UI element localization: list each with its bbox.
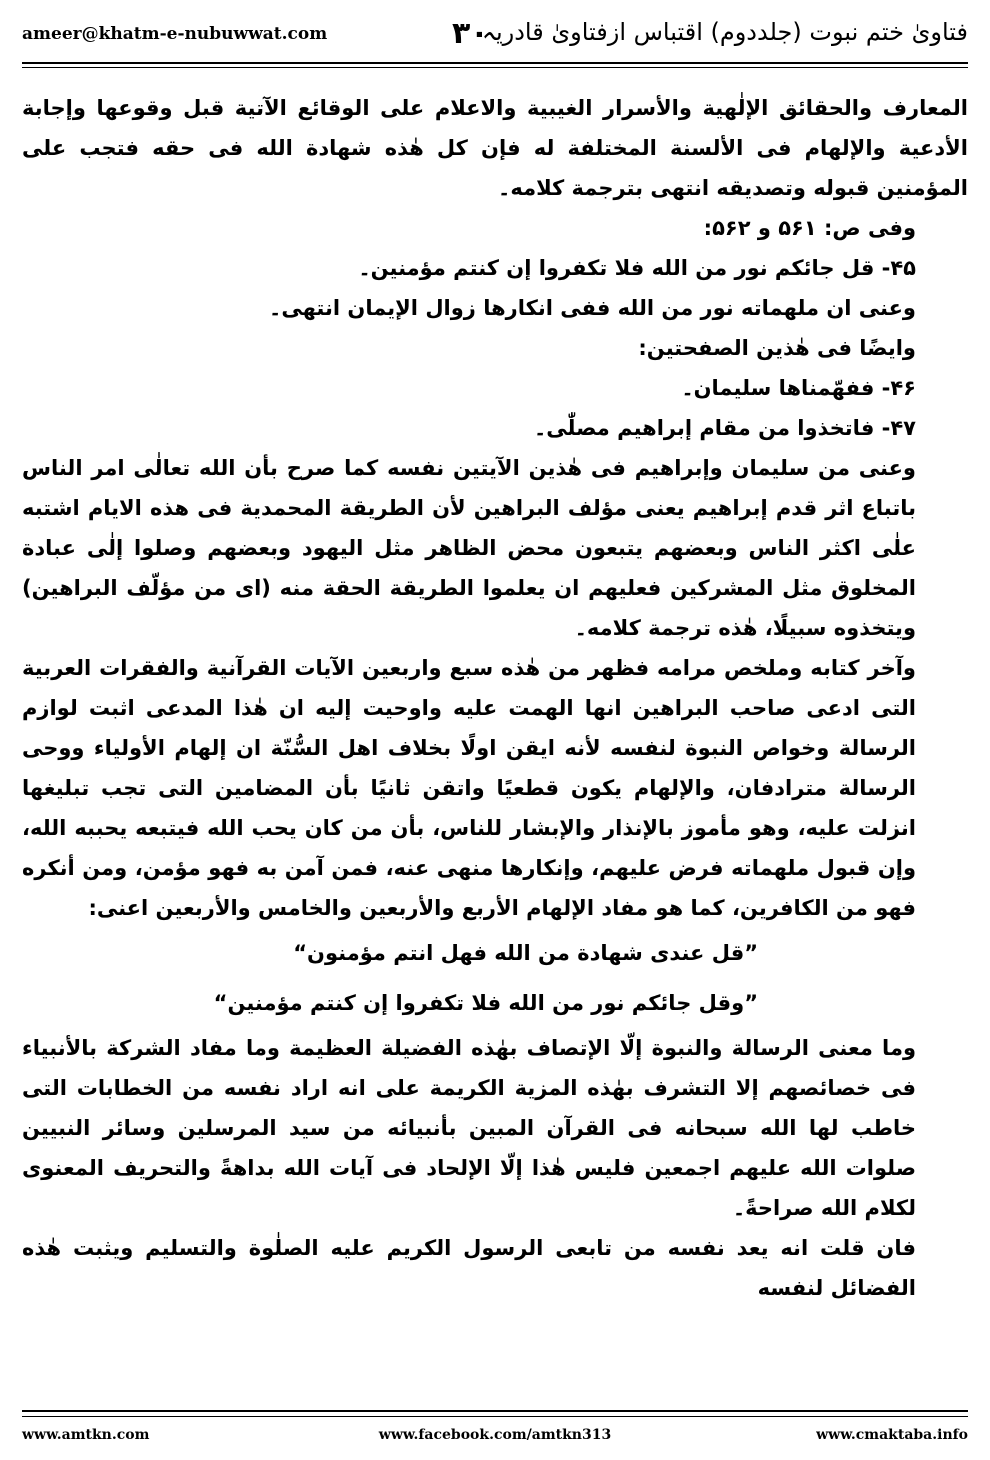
footer-link-left[interactable]: www.amtkn.com — [22, 1427, 150, 1443]
header-rule-bottom — [22, 67, 968, 68]
verse-47: ۴۷- فاتخذوا من مقام إبراهیم مصلّٰی۔ — [533, 416, 916, 440]
paragraph-5: فان قلت انه یعد نفسه من تابعی الرسول الکریم علیه الصلٰوة والتسلیم ویثبت هٰذه الفضائل لنفسه — [22, 1236, 916, 1300]
footer-rule-bottom — [22, 1416, 968, 1417]
paragraph-3: وآخر کتابه وملخص مرامه فظهر من هٰذه سبع واربعین الآیات القرآنیة والفقرات العربیة التی ادعی صاحب البراهین انها الهمت علیه واوحیت إلیه ان هٰذا المدعی اثبت لوازم الرسالة وخواص النبوة لنفسه لأنه ایقن اولًا بخلاف اهل السُّنّة ان إلهام الأولیاء ووحی الرسالة مترادفان، والإلهام یکون قطعیًا واتقن ثانیًا بأن المضامین التی تجب تبلیغها انزلت علیه، وهو مأموز بالإنذار والإبشار للناس، بأن من کان یحب الله فیتبعه یحببه الله، وإن قبول ملهماته فرض علیهم، وإنکارها منهی عنه، فمن آمن به فهو مؤمن، ومن أنکره فهو من الکافرین، کما هو مفاد الإلهام الأربع والأربعین والخامس والأربعین اعنی: — [22, 656, 916, 920]
page-footer — [22, 1427, 968, 1449]
quote-2: ”وقل جائکم نور من الله فلا تکفروا إن کنتم مؤمنین“ — [213, 991, 758, 1015]
reference-line-2: وایضًا فی هٰذین الصفحتین: — [638, 336, 916, 360]
page-body — [22, 88, 968, 1308]
header-email[interactable]: ameer@khatm-e-nubuwwat.com — [22, 24, 328, 44]
header-rule-top — [22, 62, 968, 64]
verse-45: ۴۵- قل جائکم نور من الله فلا تکفروا إن کنتم مؤمنین۔ — [358, 256, 916, 280]
book-title: فتاویٰ ختم نبوت (جلددوم) اقتباس ازفتاویٰ قادریہ — [481, 18, 968, 46]
reference-line: وفی ص: ۵۶۱ و ۵۶۲: — [703, 216, 916, 240]
verse-46: ۴۶- ففهّمناها سلیمان۔ — [681, 376, 916, 400]
explanation-line: وعنی ان ملهماته نور من الله ففی انکارها زوال الإیمان انتهی۔ — [269, 296, 916, 320]
page-number: ۳۰ — [452, 16, 489, 51]
footer-link-right[interactable]: www.cmaktaba.info — [816, 1427, 968, 1443]
footer-link-center[interactable]: www.facebook.com/amtkn313 — [378, 1427, 612, 1443]
paragraph-2: وعنی من سلیمان وإبراهیم فی هٰذین الآیتین نفسه کما صرح بأن الله تعالٰی امر الناس باتباع اثر قدم إبراهیم یعنی مؤلف البراهین لأن الطریقة المحمدیة فی هذه الایام اشتبه علٰی اکثر الناس وبعضهم یتبعون محض الظاهر مثل الیهود وبعضهم وصلوا إلٰی عبادة المخلوق مثل المشرکین فعلیهم ان یعلموا الطریقة الحقة منه (ای من مؤلّف البراهین) ویتخذوه سبیلًا، هٰذه ترجمة کلامه۔ — [22, 456, 916, 640]
page-header — [22, 14, 968, 58]
quote-1: ”قل عندی شهادة من الله فهل انتم مؤمنون“ — [293, 941, 758, 965]
paragraph-1: المعارف والحقائق الإلٰھیة والأسرار الغیبیة والاعلام علی الوقائع الآتیة قبل وقوعها وإجابة الأدعیة والإلهام فی الألسنة المختلفة له فإن کل هٰذه شهادة الله فی حقه فتجب علی المؤمنین قبوله وتصدیقه انتهی بترجمة کلامه۔ — [22, 96, 968, 200]
footer-rule-top — [22, 1410, 968, 1412]
paragraph-4: وما معنی الرسالة والنبوة إلّا الإتصاف بهٰذه الفضیلة العظیمة وما مفاد الشرکة بالأنبیاء فی خصائصهم إلا التشرف بهٰذه المزیة الکریمة علی انه اراد نفسه من الخطابات التی خاطب لها الله سبحانه فی القرآن المبین بأنبیائه من سید المرسلین وسائر النبیین صلوات الله علیهم اجمعین فلیس هٰذا إلّا الإلحاد فی آیات الله بداهةً والتحریف المعنوی لکلام الله صراحةً۔ — [22, 1036, 916, 1220]
